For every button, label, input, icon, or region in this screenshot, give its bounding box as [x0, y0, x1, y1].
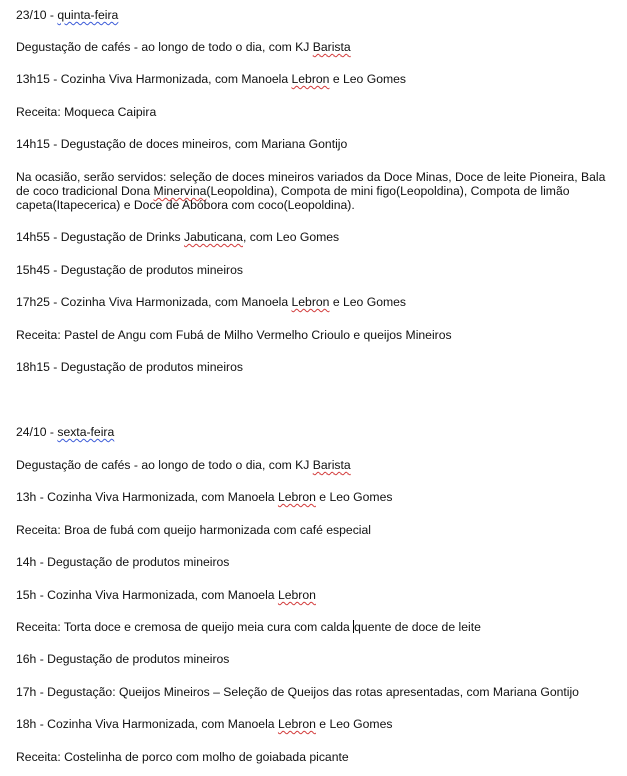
- schedule-line: 14h15 - Degustação de doces mineiros, com Mariana Gontijo: [16, 137, 348, 151]
- line-text: e Leo Gomes: [329, 295, 407, 309]
- line-text: Degustação de cafés - ao longo de todo o dia, com KJ: [16, 40, 313, 54]
- day-heading: [16, 8, 118, 22]
- schedule-line: 18h15 - Degustação de produtos mineiros: [16, 360, 243, 374]
- misspelled-word: Lebron: [277, 717, 316, 731]
- line-text: e Leo Gomes: [315, 717, 393, 731]
- weekday-text: quinta-feira: [57, 8, 119, 22]
- line-text: e Leo Gomes: [329, 72, 407, 86]
- line-text: 15h - Cozinha Viva Harmonizada, com Manoela: [16, 588, 278, 602]
- description-paragraph: [16, 170, 616, 212]
- misspelled-word: Lebron: [277, 490, 316, 504]
- line-text: , com Leo Gomes: [242, 230, 340, 244]
- schedule-line: [16, 295, 406, 309]
- misspelled-word: Barista: [312, 40, 351, 54]
- line-text: quente de doce de leite: [354, 620, 481, 634]
- schedule-line: 15h45 - Degustação de produtos mineiros: [16, 263, 243, 277]
- recipe-line: Receita: Costelinha de porco com molho de goiabada picante: [16, 750, 349, 764]
- recipe-line[interactable]: [16, 620, 481, 634]
- weekday-text: sexta-feira: [57, 425, 115, 439]
- misspelled-word: Lebron: [291, 295, 330, 309]
- schedule-line: [16, 230, 339, 244]
- date-text: 24/10 -: [16, 425, 58, 439]
- schedule-line: 16h - Degustação de produtos mineiros: [16, 652, 230, 666]
- line-text: 14h55 - Degustação de Drinks: [16, 230, 185, 244]
- schedule-line: 17h - Degustação: Queijos Mineiros – Seleção de Queijos das rotas apresentadas, com Mariana Gontijo: [16, 685, 579, 699]
- line-text: 13h - Cozinha Viva Harmonizada, com Manoela: [16, 490, 278, 504]
- schedule-line: 14h - Degustação de produtos mineiros: [16, 555, 230, 569]
- paragraph-text: Na ocasião, serão servidos: seleção de doces mineiros variados da Doce Minas, Doce de leite Pioneira, Bala de coco tradicional Dona: [16, 170, 606, 198]
- recipe-line: Receita: Moqueca Caipira: [16, 105, 157, 119]
- schedule-line: [16, 40, 351, 54]
- misspelled-word: Barista: [312, 458, 351, 472]
- line-text: Degustação de cafés - ao longo de todo o dia, com KJ: [16, 458, 313, 472]
- paragraph-text: (Leopoldina), Compota de mini figo(Leopoldina), Compota de limão capeta(Itapecerica) e Doce de Abóbora com coco(Leopoldina).: [16, 184, 570, 212]
- misspelled-word: Jabuticana: [184, 230, 243, 244]
- line-text: Receita: Torta doce e cremosa de queijo meia cura com calda: [16, 620, 354, 634]
- schedule-line: [16, 490, 392, 504]
- day-heading: [16, 425, 114, 439]
- date-text: 23/10 -: [16, 8, 58, 22]
- recipe-line: Receita: Pastel de Angu com Fubá de Milho Vermelho Crioulo e queijos Mineiros: [16, 328, 452, 342]
- schedule-line: [16, 458, 351, 472]
- misspelled-word: Lebron: [291, 72, 330, 86]
- schedule-line: [16, 72, 406, 86]
- line-text: 18h - Cozinha Viva Harmonizada, com Manoela: [16, 717, 278, 731]
- recipe-line: Receita: Broa de fubá com queijo harmonizada com café especial: [16, 523, 371, 537]
- misspelled-word: Lebron: [277, 588, 316, 602]
- schedule-line: [16, 717, 392, 731]
- misspelled-word: Minervina: [153, 184, 207, 198]
- line-text: 17h25 - Cozinha Viva Harmonizada, com Manoela: [16, 295, 292, 309]
- schedule-line: [16, 588, 316, 602]
- line-text: e Leo Gomes: [315, 490, 393, 504]
- line-text: 13h15 - Cozinha Viva Harmonizada, com Manoela: [16, 72, 292, 86]
